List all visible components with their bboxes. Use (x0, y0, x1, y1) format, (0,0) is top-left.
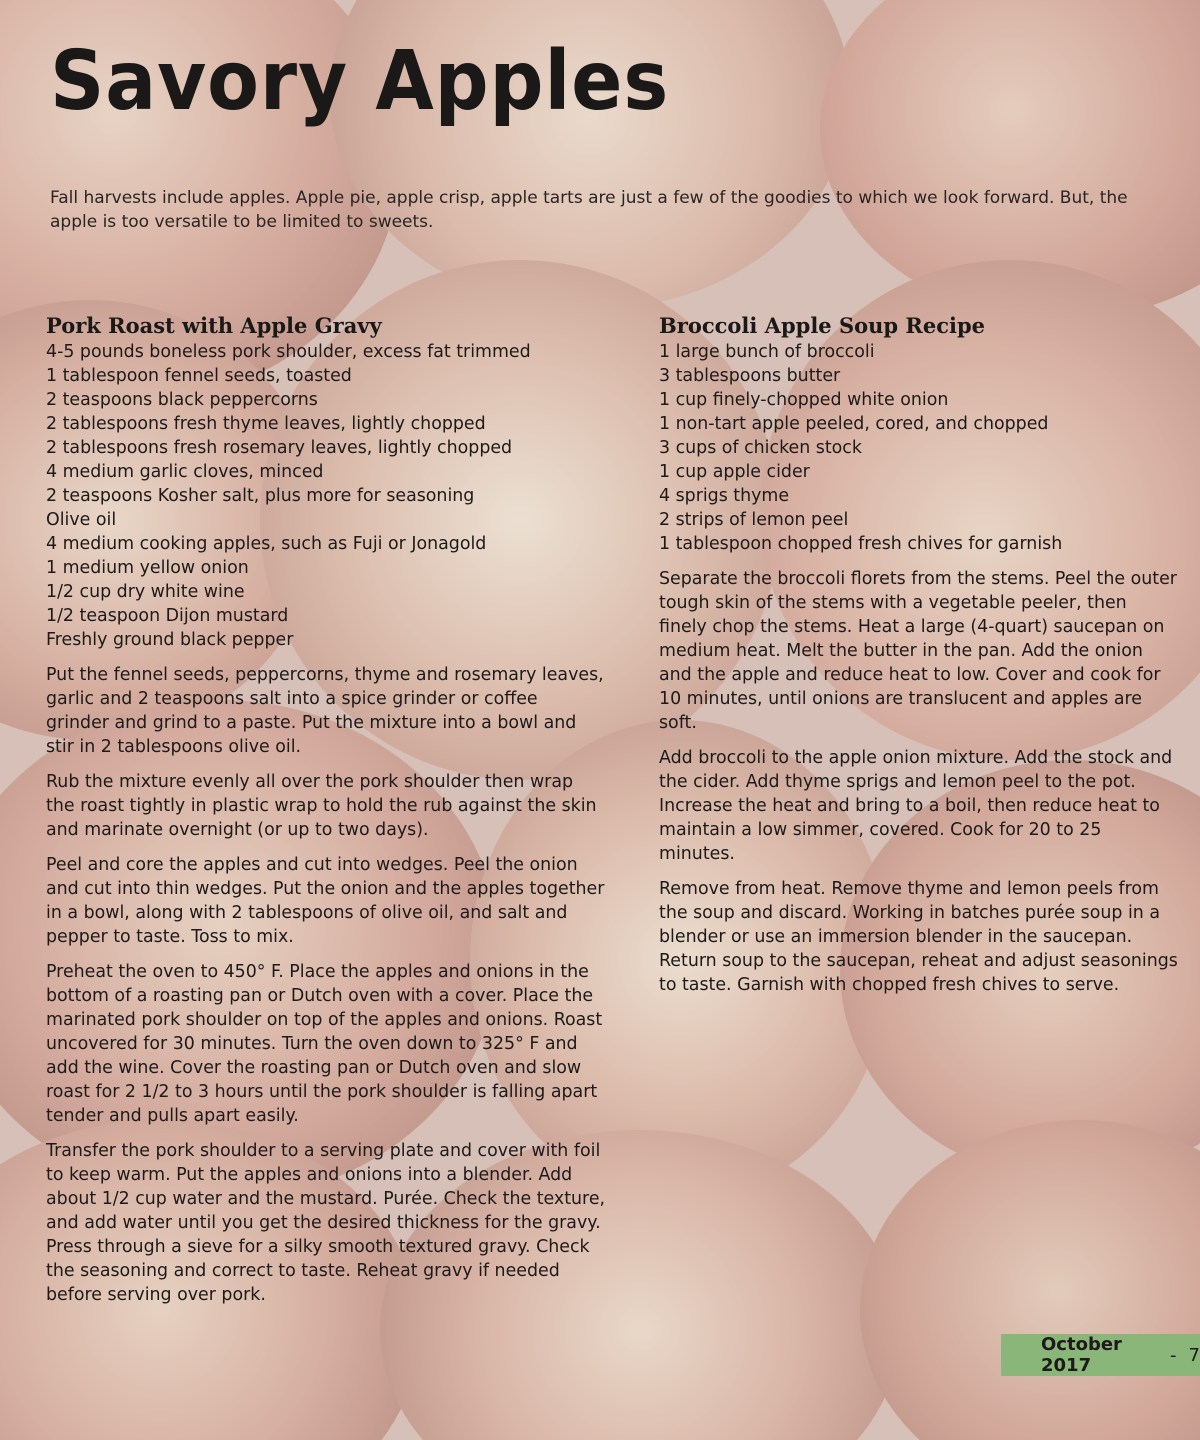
ingredient-list (46, 340, 606, 652)
ingredient-item: 1/2 cup dry white wine (46, 582, 245, 602)
instruction-paragraph: Rub the mixture evenly all over the pork shoulder then wrap the roast tightly in plastic wrap to hold the rub against the skin and marinate overnight (or up to two days). (46, 772, 597, 840)
issue-date: October 2017 (1041, 1334, 1122, 1376)
ingredient-item: 1 cup apple cider (659, 462, 810, 482)
page-footer (1001, 1334, 1200, 1376)
ingredient-item: 3 cups of chicken stock (659, 438, 862, 458)
ingredient-item: 1 medium yellow onion (46, 558, 249, 578)
ingredient-item: 2 tablespoons fresh thyme leaves, lightly chopped (46, 414, 486, 434)
instruction-paragraph: Separate the broccoli florets from the stems. Peel the outer tough skin of the stems with a vegetable peeler, then finely chop the stems. Heat a large (4-quart) saucepan on medium heat. Melt the butter in the pan. Add the onion and the apple and reduce heat to low. Cover and cook for 10 minutes, until onions are translucent and apples are soft. (659, 569, 1177, 733)
ingredient-item: 2 strips of lemon peel (659, 510, 849, 530)
page-title: Savory Apples (50, 34, 670, 129)
ingredient-item: 1/2 teaspoon Dijon mustard (46, 606, 289, 626)
ingredient-item: 1 tablespoon fennel seeds, toasted (46, 366, 352, 386)
instruction-paragraph: Add broccoli to the apple onion mixture. Add the stock and the cider. Add thyme sprigs and lemon peel to the pot. Increase the heat and bring to a boil, then reduce heat to maintain a low simmer, covered. Cook for 20 to 25 minutes. (659, 748, 1173, 864)
ingredient-item: 4-5 pounds boneless pork shoulder, excess fat trimmed (46, 342, 531, 362)
instruction-paragraph: Preheat the oven to 450° F. Place the apples and onions in the bottom of a roasting pan or Dutch oven with a cover. Place the marinated pork shoulder on top of the apples and onions. Roast uncovered for 30 minutes. Turn the oven down to 325° F and add the wine. Cover the roasting pan or Dutch oven and slow roast for 2 1/2 to 3 hours until the pork shoulder is falling apart tender and pulls apart easily. (46, 962, 603, 1126)
ingredient-item: Freshly ground black pepper (46, 630, 294, 650)
ingredient-item: 1 tablespoon chopped fresh chives for garnish (659, 534, 1063, 554)
ingredient-item: 4 medium cooking apples, such as Fuji or Jonagold (46, 534, 487, 554)
footer-separator: - (1170, 1344, 1177, 1366)
instruction-paragraph: Transfer the pork shoulder to a serving plate and cover with foil to keep warm. Put the apples and onions into a blender. Add about 1/2 cup water and the mustard. Purée. Check the texture, and add water until you get the desired thickness for the gravy. Press through a sieve for a silky smooth textured gravy. Check the seasoning and correct to taste. Reheat gravy if needed before serving over pork. (46, 1141, 606, 1305)
ingredient-item: 1 large bunch of broccoli (659, 342, 875, 362)
ingredient-item: 1 cup finely-chopped white onion (659, 390, 949, 410)
ingredient-item: 1 non-tart apple peeled, cored, and chopped (659, 414, 1049, 434)
ingredient-item: Olive oil (46, 510, 117, 530)
instruction-paragraph: Peel and core the apples and cut into wedges. Peel the onion and cut into thin wedges. Put the onion and the apples together in a bowl, along with 2 tablespoons of olive oil, and salt and pepper to taste. Toss to mix. (46, 855, 605, 947)
ingredient-item: 3 tablespoons butter (659, 366, 841, 386)
intro-paragraph: Fall harvests include apples. Apple pie, apple crisp, apple tarts are just a few of the goodies to which we look forward. But, the apple is too versatile to be limited to sweets. (50, 188, 1128, 232)
instruction-paragraph: Put the fennel seeds, peppercorns, thyme and rosemary leaves, garlic and 2 teaspoons salt into a spice grinder or coffee grinder and grind to a paste. Put the mixture into a bowl and stir in 2 tablespoons olive oil. (46, 665, 604, 757)
ingredient-item: 4 sprigs thyme (659, 486, 790, 506)
recipe-pork-roast (46, 312, 606, 1307)
page-number: 7 (1188, 1344, 1200, 1366)
instruction-paragraph: Remove from heat. Remove thyme and lemon peels from the soup and discard. Working in batches purée soup in a blender or use an immersion blender in the saucepan. Return soup to the saucepan, reheat and adjust seasonings to taste. Garnish with chopped fresh chives to serve. (659, 879, 1178, 995)
recipe-title: Broccoli Apple Soup Recipe (659, 313, 986, 338)
recipe-broccoli-soup (659, 312, 1179, 997)
ingredient-item: 4 medium garlic cloves, minced (46, 462, 324, 482)
ingredient-item: 2 tablespoons fresh rosemary leaves, lightly chopped (46, 438, 513, 458)
ingredient-item: 2 teaspoons black peppercorns (46, 390, 318, 410)
recipe-title: Pork Roast with Apple Gravy (46, 313, 382, 338)
ingredient-list (659, 340, 1179, 556)
ingredient-item: 2 teaspoons Kosher salt, plus more for seasoning (46, 486, 475, 506)
